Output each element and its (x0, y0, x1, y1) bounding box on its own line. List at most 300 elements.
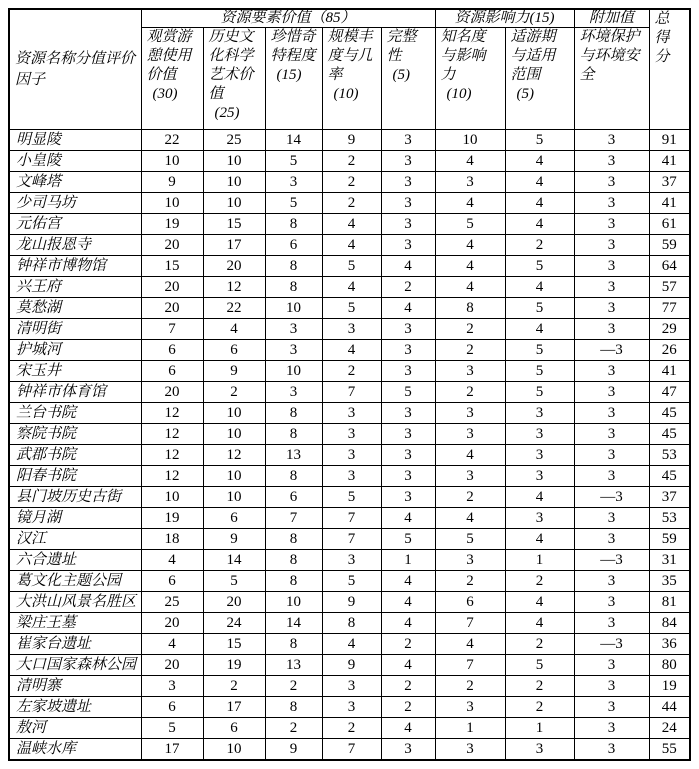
score-cell: 1 (505, 550, 574, 571)
score-cell: 3 (322, 466, 381, 487)
score-cell: 4 (322, 235, 381, 256)
table-row (9, 214, 690, 235)
score-cell: 3 (574, 256, 649, 277)
table-row (9, 130, 690, 151)
score-cell: 3 (574, 319, 649, 340)
score-cell: 9 (322, 130, 381, 151)
score-cell: 2 (322, 172, 381, 193)
score-cell: 7 (265, 508, 322, 529)
header-factor-history-culture: 历史文化科学艺术价值 (25) (203, 28, 265, 130)
score-cell: 4 (505, 172, 574, 193)
score-cell: 4 (505, 613, 574, 634)
score-cell: 10 (141, 151, 203, 172)
score-cell: 24 (203, 613, 265, 634)
total-score-cell: 41 (649, 151, 690, 172)
table-row (9, 697, 690, 718)
factor-max-score: (25) (214, 105, 240, 121)
resource-name-cell: 少司马坊 (9, 193, 141, 214)
factor-max-score: (10) (446, 86, 472, 102)
score-cell: 3 (381, 739, 435, 761)
score-cell: 7 (322, 382, 381, 403)
total-score-cell: 84 (649, 613, 690, 634)
score-cell: 6 (141, 571, 203, 592)
score-cell: 20 (141, 613, 203, 634)
score-cell: 3 (505, 445, 574, 466)
score-cell: 3 (381, 235, 435, 256)
score-cell: 3 (265, 319, 322, 340)
total-score-cell: 35 (649, 571, 690, 592)
score-cell: 6 (203, 340, 265, 361)
score-cell: 2 (435, 319, 505, 340)
total-score-cell: 45 (649, 424, 690, 445)
score-cell: 10 (203, 193, 265, 214)
score-cell: 20 (141, 655, 203, 676)
score-cell: 7 (141, 319, 203, 340)
score-cell: 6 (203, 508, 265, 529)
score-cell: 4 (322, 340, 381, 361)
score-cell: 4 (381, 613, 435, 634)
score-cell: 20 (141, 382, 203, 403)
total-score-cell: 61 (649, 214, 690, 235)
score-cell: 2 (381, 634, 435, 655)
score-cell: 20 (141, 277, 203, 298)
score-cell: 10 (141, 193, 203, 214)
score-cell: 4 (381, 655, 435, 676)
score-cell: 3 (574, 655, 649, 676)
score-cell: 5 (265, 151, 322, 172)
score-cell: 5 (381, 529, 435, 550)
header-factor-recreation: 观赏游憩使用价值 (30) (141, 28, 203, 130)
factor-max-score: (10) (333, 86, 359, 102)
score-cell: 3 (435, 361, 505, 382)
score-cell: 10 (265, 592, 322, 613)
total-score-cell: 91 (649, 130, 690, 151)
score-cell: 2 (505, 235, 574, 256)
table-row (9, 277, 690, 298)
table-row (9, 424, 690, 445)
resource-name-cell: 兴王府 (9, 277, 141, 298)
score-cell: —3 (574, 487, 649, 508)
score-cell: 3 (574, 235, 649, 256)
score-cell: 10 (203, 424, 265, 445)
score-cell: 3 (322, 319, 381, 340)
score-cell: 14 (203, 550, 265, 571)
total-score-cell: 45 (649, 403, 690, 424)
score-cell: 3 (574, 130, 649, 151)
score-cell: 8 (265, 697, 322, 718)
score-cell: 5 (322, 298, 381, 319)
score-cell: 5 (265, 193, 322, 214)
score-cell: 12 (141, 466, 203, 487)
score-cell: 19 (203, 655, 265, 676)
score-cell: 7 (322, 739, 381, 761)
score-cell: 5 (505, 298, 574, 319)
score-cell: 3 (381, 445, 435, 466)
total-score-cell: 59 (649, 235, 690, 256)
score-cell: 22 (203, 298, 265, 319)
total-score-cell: 55 (649, 739, 690, 761)
score-cell: 4 (435, 235, 505, 256)
score-cell: 4 (505, 487, 574, 508)
score-cell: 5 (381, 382, 435, 403)
score-cell: 10 (141, 487, 203, 508)
score-cell: 4 (505, 319, 574, 340)
score-cell: 3 (435, 739, 505, 761)
table-row (9, 340, 690, 361)
resource-name-cell: 钟祥市体育馆 (9, 382, 141, 403)
evaluation-table (8, 8, 691, 761)
score-cell: 2 (435, 571, 505, 592)
score-cell: 4 (505, 214, 574, 235)
resource-name-cell: 崔家台遗址 (9, 634, 141, 655)
score-cell: 5 (505, 361, 574, 382)
score-cell: 2 (322, 361, 381, 382)
score-cell: 5 (505, 130, 574, 151)
table-header (9, 9, 690, 130)
score-cell: 22 (141, 130, 203, 151)
total-score-cell: 19 (649, 676, 690, 697)
score-cell: 3 (574, 151, 649, 172)
score-cell: 4 (381, 298, 435, 319)
score-cell: 13 (265, 445, 322, 466)
score-cell: 8 (265, 634, 322, 655)
score-cell: 3 (574, 277, 649, 298)
score-cell: 13 (265, 655, 322, 676)
table-row (9, 739, 690, 761)
score-cell: 3 (381, 487, 435, 508)
resource-name-cell: 察院书院 (9, 424, 141, 445)
score-cell: 2 (435, 382, 505, 403)
score-cell: 3 (505, 466, 574, 487)
score-cell: 2 (435, 487, 505, 508)
resource-name-cell: 宋玉井 (9, 361, 141, 382)
score-cell: 8 (265, 403, 322, 424)
score-cell: 3 (574, 298, 649, 319)
score-cell: 4 (141, 550, 203, 571)
score-cell: 3 (141, 676, 203, 697)
header-total-score: 总得分 (649, 9, 690, 130)
score-cell: 3 (574, 361, 649, 382)
score-cell: 4 (505, 529, 574, 550)
header-factor-fame: 知名度与影响力 (10) (435, 28, 505, 130)
table-row (9, 361, 690, 382)
score-cell: 19 (141, 508, 203, 529)
score-cell: 17 (141, 739, 203, 761)
score-cell: 15 (203, 214, 265, 235)
header-group-influence: 资源影响力(15) (435, 9, 574, 28)
table-row (9, 634, 690, 655)
score-cell: 25 (203, 130, 265, 151)
score-cell: 2 (265, 676, 322, 697)
score-cell: 3 (574, 382, 649, 403)
score-cell: 3 (322, 424, 381, 445)
score-cell: 8 (265, 277, 322, 298)
total-score-cell: 36 (649, 634, 690, 655)
total-score-cell: 53 (649, 445, 690, 466)
total-score-cell: 64 (649, 256, 690, 277)
score-cell: 6 (141, 340, 203, 361)
score-cell: 3 (435, 697, 505, 718)
score-cell: 8 (435, 298, 505, 319)
score-cell: 3 (381, 403, 435, 424)
score-cell: 4 (322, 277, 381, 298)
score-cell: 3 (574, 739, 649, 761)
score-cell: 3 (322, 403, 381, 424)
score-cell: 2 (505, 571, 574, 592)
score-cell: 4 (505, 151, 574, 172)
score-cell: 2 (435, 340, 505, 361)
score-cell: 5 (141, 718, 203, 739)
score-cell: 17 (203, 697, 265, 718)
score-cell: 4 (505, 277, 574, 298)
score-cell: 10 (203, 487, 265, 508)
score-cell: 3 (574, 172, 649, 193)
table-row (9, 319, 690, 340)
score-cell: 4 (505, 592, 574, 613)
total-score-cell: 80 (649, 655, 690, 676)
score-cell: 8 (265, 550, 322, 571)
score-cell: 4 (435, 151, 505, 172)
total-score-cell: 37 (649, 487, 690, 508)
total-score-cell: 44 (649, 697, 690, 718)
score-cell: 3 (574, 445, 649, 466)
score-cell: 2 (322, 151, 381, 172)
table-row (9, 256, 690, 277)
score-cell: 3 (381, 193, 435, 214)
score-cell: 12 (203, 445, 265, 466)
score-cell: 2 (381, 676, 435, 697)
score-cell: 4 (381, 508, 435, 529)
score-cell: 3 (505, 739, 574, 761)
score-cell: 3 (574, 718, 649, 739)
score-cell: 14 (265, 613, 322, 634)
score-cell: 4 (322, 634, 381, 655)
score-cell: 3 (381, 172, 435, 193)
resource-name-cell: 元佑宫 (9, 214, 141, 235)
score-cell: 1 (381, 550, 435, 571)
table-row (9, 487, 690, 508)
total-score-cell: 29 (649, 319, 690, 340)
score-cell: 3 (435, 424, 505, 445)
score-cell: 2 (265, 718, 322, 739)
score-cell: 3 (574, 466, 649, 487)
score-cell: 10 (265, 361, 322, 382)
score-cell: 8 (322, 613, 381, 634)
score-cell: 4 (322, 214, 381, 235)
resource-name-cell: 县门坡历史古街 (9, 487, 141, 508)
table-row (9, 529, 690, 550)
total-score-cell: 81 (649, 592, 690, 613)
score-cell: 9 (322, 655, 381, 676)
table-row (9, 592, 690, 613)
factor-max-score: (30) (152, 86, 178, 102)
table-row (9, 676, 690, 697)
score-cell: 3 (574, 193, 649, 214)
score-cell: 18 (141, 529, 203, 550)
table-row (9, 718, 690, 739)
score-cell: 2 (505, 676, 574, 697)
resource-name-cell: 大口国家森林公园 (9, 655, 141, 676)
resource-name-cell: 护城河 (9, 340, 141, 361)
score-cell: 2 (381, 697, 435, 718)
score-cell: 8 (265, 571, 322, 592)
score-cell: 2 (505, 634, 574, 655)
score-cell: 3 (574, 214, 649, 235)
resource-name-cell: 武郡书院 (9, 445, 141, 466)
score-cell: 4 (435, 634, 505, 655)
total-score-cell: 24 (649, 718, 690, 739)
score-cell: 5 (435, 214, 505, 235)
score-cell: 20 (141, 298, 203, 319)
header-group-row (9, 9, 690, 28)
score-cell: 3 (381, 361, 435, 382)
resource-name-cell: 葛文化主题公园 (9, 571, 141, 592)
score-cell: 3 (265, 382, 322, 403)
total-score-cell: 41 (649, 193, 690, 214)
score-cell: 3 (381, 214, 435, 235)
score-cell: 10 (203, 172, 265, 193)
table-row (9, 172, 690, 193)
score-cell: 10 (203, 403, 265, 424)
header-group-element-value: 资源要素价值（85） (141, 9, 435, 28)
resource-name-cell: 大洪山风景名胜区 (9, 592, 141, 613)
score-cell: 3 (574, 529, 649, 550)
score-cell: 5 (322, 571, 381, 592)
score-cell: 5 (505, 655, 574, 676)
resource-name-cell: 敖河 (9, 718, 141, 739)
factor-max-score: (15) (276, 67, 302, 83)
score-cell: 2 (505, 697, 574, 718)
score-cell: 7 (322, 529, 381, 550)
total-score-cell: 57 (649, 277, 690, 298)
score-cell: 2 (322, 193, 381, 214)
score-cell: 9 (141, 172, 203, 193)
table-row (9, 466, 690, 487)
header-factor-rarity: 珍惜奇特程度 (15) (265, 28, 322, 130)
score-cell: 10 (203, 739, 265, 761)
score-cell: 6 (435, 592, 505, 613)
score-cell: 6 (203, 718, 265, 739)
score-cell: 4 (381, 718, 435, 739)
score-cell: 3 (322, 676, 381, 697)
score-cell: 12 (203, 277, 265, 298)
score-cell: 3 (435, 466, 505, 487)
score-cell: 20 (203, 256, 265, 277)
resource-name-cell: 小皇陵 (9, 151, 141, 172)
score-cell: 3 (435, 172, 505, 193)
score-cell: —3 (574, 550, 649, 571)
total-score-cell: 59 (649, 529, 690, 550)
total-score-cell: 53 (649, 508, 690, 529)
total-score-cell: 41 (649, 361, 690, 382)
score-cell: 5 (322, 256, 381, 277)
score-cell: 12 (141, 403, 203, 424)
table-row (9, 382, 690, 403)
score-cell: 8 (265, 466, 322, 487)
score-cell: 15 (203, 634, 265, 655)
score-cell: 3 (322, 697, 381, 718)
score-cell: 4 (435, 508, 505, 529)
total-score-cell: 45 (649, 466, 690, 487)
total-score-cell: 47 (649, 382, 690, 403)
score-cell: 3 (574, 613, 649, 634)
resource-name-cell: 梁庄王墓 (9, 613, 141, 634)
score-cell: 8 (265, 256, 322, 277)
score-cell: 9 (322, 592, 381, 613)
table-row (9, 235, 690, 256)
resource-name-cell: 汉江 (9, 529, 141, 550)
score-cell: 10 (435, 130, 505, 151)
table-row (9, 151, 690, 172)
score-cell: 4 (381, 571, 435, 592)
table-row (9, 508, 690, 529)
resource-name-cell: 温峡水库 (9, 739, 141, 761)
score-cell: 4 (141, 634, 203, 655)
header-factor-scale: 规模丰度与几率 (10) (322, 28, 381, 130)
score-cell: 2 (322, 718, 381, 739)
table-row (9, 403, 690, 424)
score-cell: 4 (381, 592, 435, 613)
score-cell: 6 (265, 487, 322, 508)
resource-name-cell: 钟祥市博物馆 (9, 256, 141, 277)
score-cell: 8 (265, 214, 322, 235)
header-group-added-value: 附加值 (574, 9, 649, 28)
score-cell: 8 (265, 529, 322, 550)
score-cell: 4 (381, 256, 435, 277)
score-cell: 3 (574, 676, 649, 697)
score-cell: 3 (435, 403, 505, 424)
score-cell: 3 (322, 445, 381, 466)
score-cell: 1 (505, 718, 574, 739)
resource-name-cell: 兰台书院 (9, 403, 141, 424)
total-score-cell: 26 (649, 340, 690, 361)
header-factor-environment: 环境保护与环境安全 (574, 28, 649, 130)
score-cell: 3 (322, 550, 381, 571)
score-cell: 6 (141, 361, 203, 382)
score-cell: 10 (203, 466, 265, 487)
resource-name-cell: 六合遗址 (9, 550, 141, 571)
score-cell: —3 (574, 340, 649, 361)
score-cell: 3 (505, 508, 574, 529)
score-cell: 3 (265, 340, 322, 361)
score-cell: 9 (265, 739, 322, 761)
resource-name-cell: 镜月湖 (9, 508, 141, 529)
score-cell: 20 (141, 235, 203, 256)
score-cell: 14 (265, 130, 322, 151)
score-cell: 3 (574, 508, 649, 529)
score-cell: 3 (574, 571, 649, 592)
score-cell: 25 (141, 592, 203, 613)
score-cell: 3 (505, 403, 574, 424)
table-row (9, 550, 690, 571)
header-factor-integrity: 完整性 (5) (381, 28, 435, 130)
score-cell: 3 (265, 172, 322, 193)
score-cell: 3 (381, 424, 435, 445)
header-factor-season: 适游期与适用范围 (5) (505, 28, 574, 130)
score-cell: 10 (203, 151, 265, 172)
table-row (9, 445, 690, 466)
total-score-cell: 31 (649, 550, 690, 571)
score-cell: —3 (574, 634, 649, 655)
score-cell: 4 (435, 445, 505, 466)
score-cell: 7 (435, 655, 505, 676)
resource-name-cell: 阳春书院 (9, 466, 141, 487)
factor-max-score: (5) (516, 86, 534, 102)
score-cell: 4 (435, 256, 505, 277)
score-cell: 2 (435, 676, 505, 697)
table-row (9, 193, 690, 214)
score-cell: 1 (435, 718, 505, 739)
